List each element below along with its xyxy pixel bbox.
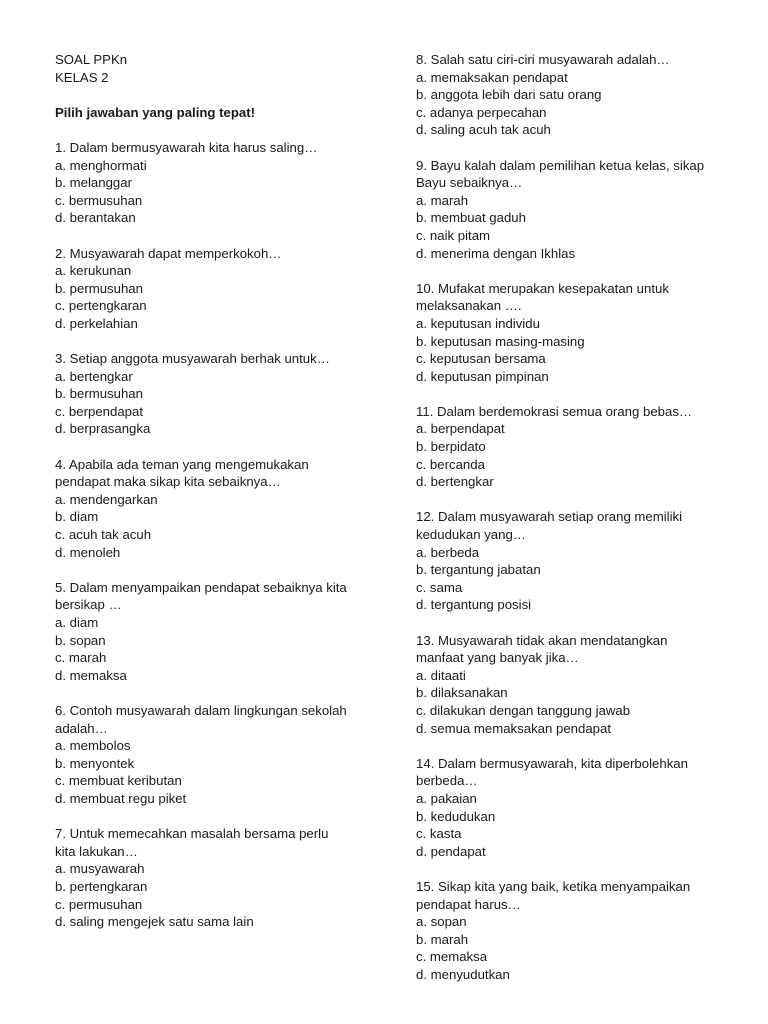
answer-option: a. diam bbox=[55, 615, 99, 630]
question-item bbox=[55, 579, 385, 685]
answer-option: b. dilaksanakan bbox=[416, 685, 508, 701]
question-item bbox=[416, 632, 736, 738]
answer-option: c. acuh tak acuh bbox=[55, 527, 152, 543]
answer-option: d. pendapat bbox=[416, 843, 486, 859]
worksheet-title: SOAL PPKn bbox=[55, 52, 128, 67]
answer-option: d. berantakan bbox=[55, 210, 136, 226]
question-item bbox=[416, 508, 736, 614]
question-item bbox=[416, 755, 736, 861]
answer-option: b. permusuhan bbox=[55, 280, 143, 296]
question-item bbox=[416, 157, 736, 263]
left-column bbox=[55, 51, 385, 931]
answer-option: d. berprasangka bbox=[55, 421, 151, 437]
question-item bbox=[55, 456, 385, 562]
answer-option: d. perkelahian bbox=[55, 315, 138, 331]
question-text: 7. Untuk memecahkan masalah bersama perlu kita lakukan… bbox=[55, 826, 329, 859]
answer-option: d. saling mengejek satu sama lain bbox=[55, 914, 254, 930]
answer-option: b. marah bbox=[416, 931, 469, 947]
answer-option: c. naik pitam bbox=[416, 227, 491, 243]
answer-option: b. berpidato bbox=[416, 439, 486, 455]
answer-option: c. dilakukan dengan tanggung jawab bbox=[416, 702, 631, 718]
answer-option: c. bermusuhan bbox=[55, 192, 143, 208]
answer-option: a. bertengkar bbox=[55, 368, 133, 384]
right-question-list bbox=[416, 51, 736, 983]
answer-option: c. keputusan bersama bbox=[416, 351, 546, 367]
left-question-list bbox=[55, 139, 385, 931]
answer-option: c. permusuhan bbox=[55, 896, 143, 912]
answer-option: a. berpendapat bbox=[416, 421, 505, 437]
answer-option: a. kerukunan bbox=[55, 263, 132, 279]
question-text: 5. Dalam menyampaikan pendapat sebaiknya kita bersikap … bbox=[55, 579, 347, 613]
answer-option: d. menerima dengan Ikhlas bbox=[416, 245, 576, 261]
answer-option: d. saling acuh tak acuh bbox=[416, 122, 551, 138]
question-item bbox=[416, 403, 736, 491]
question-item bbox=[55, 702, 385, 808]
question-item bbox=[55, 245, 385, 333]
answer-option: a. membolos bbox=[55, 738, 131, 754]
answer-option: d. memaksa bbox=[55, 667, 127, 683]
question-text: 8. Salah satu ciri-ciri musyawarah adalah… bbox=[416, 52, 670, 67]
right-column bbox=[416, 51, 736, 983]
answer-option: b. sopan bbox=[55, 632, 106, 648]
question-item bbox=[416, 51, 736, 139]
answer-option: d. tergantung posisi bbox=[416, 597, 532, 613]
question-item bbox=[416, 878, 736, 984]
question-item bbox=[55, 350, 385, 438]
answer-option: a. marah bbox=[416, 192, 469, 208]
answer-option: b. kedudukan bbox=[416, 808, 496, 824]
answer-option: c. sama bbox=[416, 579, 463, 595]
answer-option: b. membuat gaduh bbox=[416, 210, 526, 226]
question-text: 3. Setiap anggota musyawarah berhak untuk… bbox=[55, 351, 330, 367]
answer-option: a. pakaian bbox=[416, 790, 477, 806]
answer-option: c. berpendapat bbox=[55, 403, 143, 419]
answer-option: d. menoleh bbox=[55, 544, 121, 560]
question-item bbox=[416, 280, 736, 386]
answer-option: a. keputusan individu bbox=[416, 315, 540, 331]
answer-option: a. menghormati bbox=[55, 157, 147, 173]
question-item bbox=[55, 139, 385, 227]
answer-option: c. bercanda bbox=[416, 456, 485, 472]
answer-option: d. membuat regu piket bbox=[55, 790, 187, 806]
answer-option: b. bermusuhan bbox=[55, 386, 143, 402]
answer-option: b. menyontek bbox=[55, 755, 135, 771]
answer-option: b. melanggar bbox=[55, 175, 132, 191]
question-item bbox=[55, 825, 385, 931]
answer-option: c. marah bbox=[55, 650, 107, 666]
answer-option: c. memaksa bbox=[416, 949, 488, 965]
answer-option: a. sopan bbox=[416, 914, 467, 930]
answer-option: c. pertengkaran bbox=[55, 298, 147, 314]
answer-option: b. tergantung jabatan bbox=[416, 562, 541, 578]
question-text: 12. Dalam musyawarah setiap orang memiliki kedudukan yang… bbox=[416, 509, 683, 543]
answer-option: b. anggota lebih dari satu orang bbox=[416, 87, 602, 103]
question-text: 15. Sikap kita yang baik, ketika menyampaikan pendapat harus… bbox=[416, 878, 691, 912]
answer-option: a. musyawarah bbox=[55, 861, 145, 877]
answer-option: b. pertengkaran bbox=[55, 878, 148, 894]
question-text: 11. Dalam berdemokrasi semua orang bebas… bbox=[416, 403, 693, 419]
answer-option: a. berbeda bbox=[416, 544, 480, 560]
question-text: 13. Musyawarah tidak akan mendatangkan manfaat yang banyak jika… bbox=[416, 632, 668, 666]
question-text: 9. Bayu kalah dalam pemilihan ketua kelas, sikap Bayu sebaiknya… bbox=[416, 157, 705, 191]
answer-option: c. adanya perpecahan bbox=[416, 104, 547, 120]
answer-option: c. kasta bbox=[416, 826, 462, 842]
question-text: 1. Dalam bermusyawarah kita harus saling… bbox=[55, 139, 318, 155]
answer-option: d. bertengkar bbox=[416, 474, 494, 490]
answer-option: a. ditaati bbox=[416, 667, 466, 683]
worksheet-header bbox=[55, 51, 385, 86]
answer-option: a. memaksakan pendapat bbox=[416, 69, 568, 85]
worksheet-grade: KELAS 2 bbox=[55, 69, 109, 85]
question-text: 14. Dalam bermusyawarah, kita diperbolehkan berbeda… bbox=[416, 755, 688, 789]
answer-option: b. keputusan masing-masing bbox=[416, 333, 585, 349]
answer-option: c. membuat keributan bbox=[55, 773, 182, 789]
instruction-text: Pilih jawaban yang paling tepat! bbox=[55, 104, 256, 120]
answer-option: d. keputusan pimpinan bbox=[416, 368, 549, 384]
question-text: 6. Contoh musyawarah dalam lingkungan sekolah adalah… bbox=[55, 702, 347, 736]
answer-option: d. semua memaksakan pendapat bbox=[416, 720, 611, 736]
answer-option: b. diam bbox=[55, 509, 99, 525]
answer-option: d. menyudutkan bbox=[416, 966, 510, 982]
question-text: 2. Musyawarah dapat memperkokoh… bbox=[55, 245, 282, 261]
answer-option: a. mendengarkan bbox=[55, 491, 158, 507]
question-text: 4. Apabila ada teman yang mengemukakan pendapat maka sikap kita sebaiknya… bbox=[55, 456, 309, 490]
question-text: 10. Mufakat merupakan kesepakatan untuk melaksanakan …. bbox=[416, 280, 669, 314]
